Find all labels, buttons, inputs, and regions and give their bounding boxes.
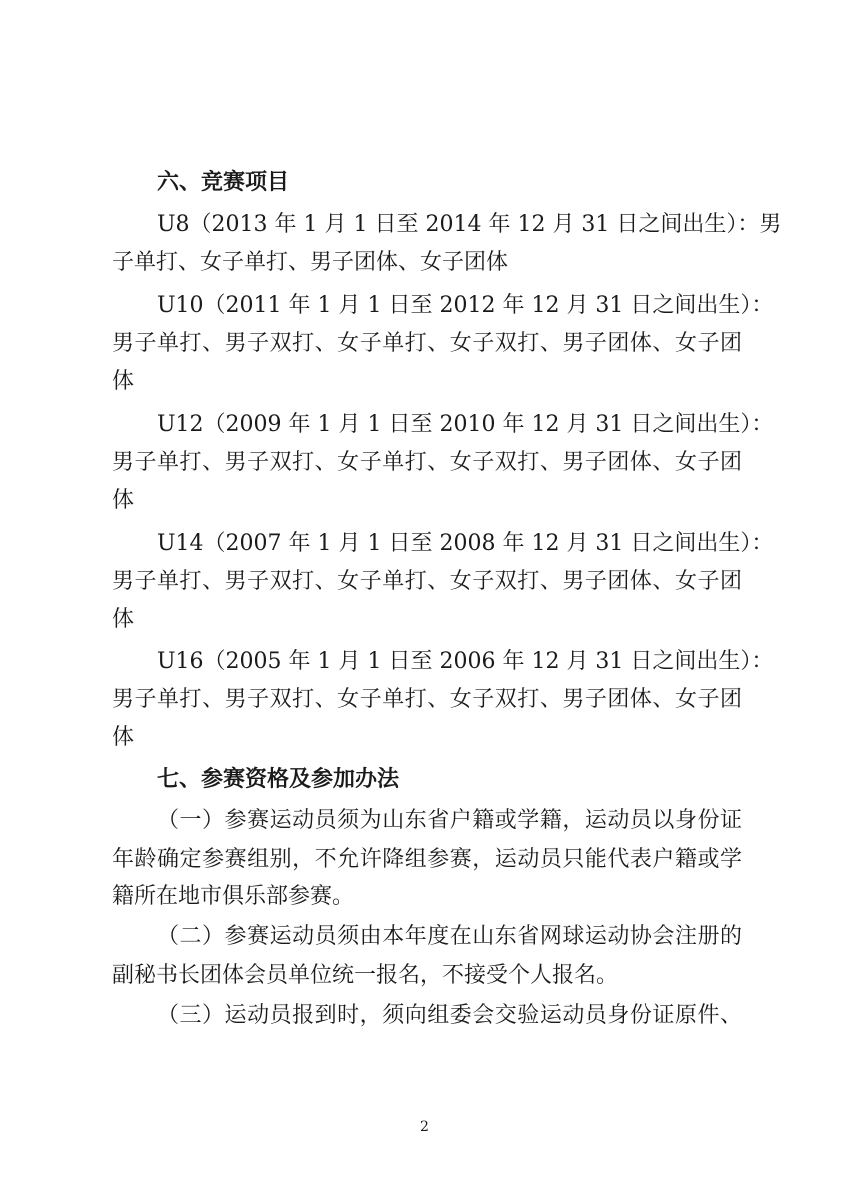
- group-u8-line-2: 子单打、女子单打、男子团体、女子团体: [112, 250, 509, 275]
- group-u12-line-3: 体: [112, 488, 135, 513]
- section-7-heading: 七、参赛资格及参加办法: [157, 767, 400, 792]
- group-u10-line-2: 男子单打、男子双打、女子单打、女子双打、男子团体、女子团: [112, 331, 742, 356]
- group-u14-line-2: 男子单打、男子双打、女子单打、女子双打、男子团体、女子团: [112, 569, 742, 594]
- item-3-line-1: （三）运动员报到时，须向组委会交验运动员身份证原件、: [157, 1003, 742, 1028]
- group-u10-line-1: U10（2011 年 1 月 1 日至 2012 年 12 月 31 日之间出生）：: [157, 293, 774, 318]
- group-u12-line-1: U12（2009 年 1 月 1 日至 2010 年 12 月 31 日之间出生）：: [157, 412, 774, 437]
- group-u16-line-1: U16（2005 年 1 月 1 日至 2006 年 12 月 31 日之间出生）：: [157, 649, 774, 674]
- group-u16-line-3: 体: [112, 725, 135, 750]
- item-1-line-3: 籍所在地市俱乐部参赛。: [112, 884, 355, 909]
- group-u16-line-2: 男子单打、男子双打、女子单打、女子双打、男子团体、女子团: [112, 687, 742, 712]
- group-u14-line-3: 体: [112, 607, 135, 632]
- group-u10-line-3: 体: [112, 369, 135, 394]
- group-u14-line-1: U14（2007 年 1 月 1 日至 2008 年 12 月 31 日之间出生）：: [157, 531, 774, 556]
- section-6-heading: 六、竞赛项目: [157, 170, 290, 195]
- item-1-line-1: （一）参赛运动员须为山东省户籍或学籍，运动员以身份证: [157, 808, 742, 833]
- item-2-line-1: （二）参赛运动员须由本年度在山东省网球运动协会注册的: [157, 924, 742, 949]
- item-1-line-2: 年龄确定参赛组别，不允许降组参赛，运动员只能代表户籍或学: [112, 847, 742, 872]
- group-u8-line-1: U8（2013 年 1 月 1 日至 2014 年 12 月 31 日之间出生）：男: [157, 212, 782, 237]
- page-number: 2: [420, 1119, 429, 1135]
- item-2-line-2: 副秘书长团体会员单位统一报名，不接受个人报名。: [112, 963, 619, 988]
- group-u12-line-2: 男子单打、男子双打、女子单打、女子双打、男子团体、女子团: [112, 450, 742, 475]
